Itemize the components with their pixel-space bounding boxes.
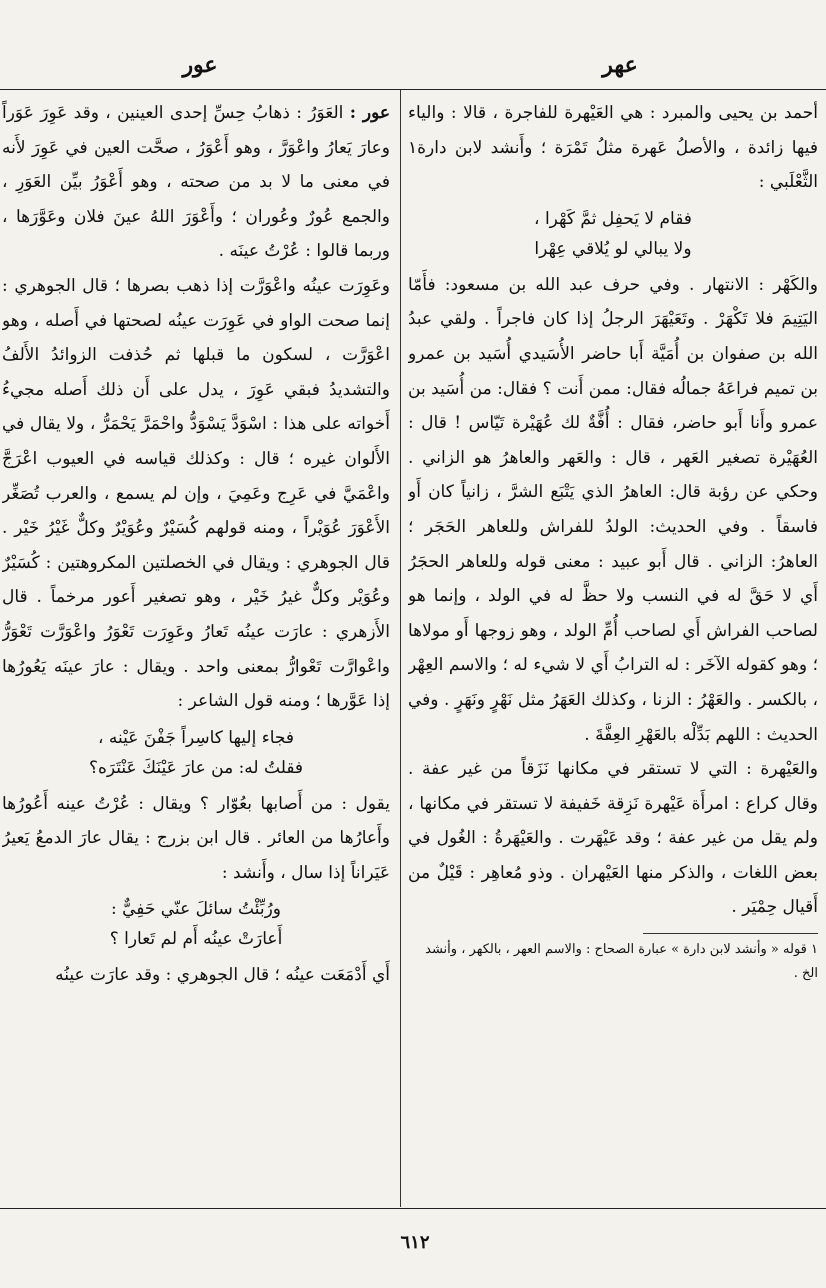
verse-block: [2, 723, 390, 783]
entry-text: والعَيْهرة : التي لا تستقر في مكانها نَزَقاً من غير عفة . وقال كراع : امرأَة عَيْهرة نَزِقة خَفيفة لا تستقر في مكانها ، ولم يقل من غير عفة ؛ وقد عَيْهَرت . والعَيْهَرةُ : الغُول في بعض اللغات ، والذكر منها العَيْهران . وذو مُعاهِر : قَيْلٌ من أَقيال حِمْيَر .: [408, 759, 818, 918]
footer-rule: [0, 1208, 826, 1209]
verse-block: [408, 204, 818, 264]
entry-text: أَي أَدْمَعَت عينُه ؛ قال الجوهري : وقد عارَت عينُه: [55, 965, 390, 986]
verse-line: فقام لا يَحفِل ثمَّ كَهْرا ،: [534, 208, 692, 229]
verse-line: فجاء إليها كاسِراً جَفْنَ عَيْنه ،: [97, 727, 294, 748]
running-header-right: عهر: [602, 52, 638, 78]
verse-line: ورُبِّئْتُ سائلَ عنّي حَفِيٌّ :: [110, 899, 282, 920]
right-column: [408, 96, 818, 1204]
page-number: ٦١٢: [400, 1232, 430, 1253]
entry-text-body: العَوَرُ : ذهابُ حِسِّ إحدى العينين ، وقد عَوِرَ عَوَراً وعارَ يَعارُ واعْوَرَّ ، وهو أَعْوَرُ ، صحَّت العين في عَوِرَ لأَنه في معنى ما لا بد من صحته ، وهو أَعْوَرُ بيِّن العَوَرِ ، والجمع عُورٌ وعُوران ؛ وأَعْوَرَ اللهُ عينَ فلان وعَوَّرَها ، وربما قالوا : عُرْتُ عينَه .: [2, 103, 390, 262]
verse-line: ولا يبالي لو يُلاقي عِهْرا: [534, 238, 692, 259]
left-column: [2, 96, 390, 1204]
verse-block: [2, 894, 390, 954]
column-divider: [400, 90, 401, 1207]
entry-text: والكَهْر : الانتهار . وفي حرف عبد الله بن مسعود: فأَمّا اليَتِيمَ فلا تَكْهَرْ . وتَعَيْهَرَ الرجلُ إذا كان فاجراً . ولقي عبدُ الله بن صفوان بن أُمَيَّة أَبا حاضر الأُسَيدي أُسَيد بن عمرو بن تميم فراعَهُ جمالُه فقال: ممن أَنت ؟ فقال: من أُسَيد بن عمرو وأَنا أَبو حاضر، فقال : أُفَّةٌ لك عُهَيْرة تَيّاس ! قال : العُهَيْرة تصغير العَهر ، قال : والعَهر والعاهرُ هو الزاني . وحكي عن رؤبة قال: العاهرُ الذي يَتْبَع الشرَّ ، زانياً كان أَو فاسقاً . وفي الحديث: الولدُ للفراش وللعاهر الحَجَر ؛ العاهرُ: الزاني . قال أَبو عبيد : معنى قوله وللعاهر الحجَرُ أَي لا حَقَّ له في النسب ولا حظَّ له في الولد ، وإنما هو لصاحب الفراش أَي لصاحب أُمِّ الولد ، وهو زوجها أَو مولاها ؛ وهو كقوله الآخَر : له الترابُ أَي لا شيء له ؛ والاسم العِهْر ، بالكسر . والعَهْرُ : الزنا ، وكذلك العَهَرُ مثل نَهْرٍ ونَهَرٍ . وفي الحديث : اللهم بَدِّلْه بالعَهْرِ العِفَّةَ .: [408, 274, 818, 745]
verse-line: فقلتُ له: من عارَ عَيْنَكَ عَنْتَرَه؟: [88, 757, 304, 778]
entry-text: أحمد بن يحيى والمبرد : هي العَيْهرة للفاجرة ، قالا : والياء فيها زائدة ، والأصلُ عَهرة مثلُ تَمْرَة ؛ وأَنشد لابن دارة١ الثَّعْلَبي :: [408, 103, 818, 193]
entry-text: يقول : من أَصابها بعُوّار ؟ ويقال : عُرْتُ عينه أَعُورُها وأَعارُها من العائر . قال ابن بزرج : يقال عارَ الدمعُ يَعيرُ عَيَراناً إذا سال ، وأَنشد :: [2, 793, 390, 883]
entry-text: وعَوِرَت عينُه واعْوَرَّت إذا ذهب بصرها ؛ قال الجوهري : إنما صحت الواو في عَوِرَت عينُه لصحتها في أَصله ، وهو اعْوَرَّت ، لسكون ما قبلها ثم حُذفت الزوائدُ الأَلفُ والتشديدُ فبقي عَوِرَ ، يدل على أَن ذلك أَصله مجيءُ أَخواته على هذا : اسْوَدَّ يَسْوَدُّ واحْمَرَّ يَحْمَرُّ ، ولا يقال في الأَلوان غيره ؛ قال : وكذلك قياسه في العيوب اعْرَجَّ واعْمَيَّ في عَرِج وعَمِيَ ، وإن لم يسمع ، والعرب تُصَغِّر الأَعْوَرَ عُوَيْراً ، ومنه قولهم كُسَيْرٌ وعُوَيْرٌ وكلٌّ غَيْرُ خَيْر . قال الجوهري : ويقال في الخصلتين المكروهتين : كُسَيْرٌ وعُوَيْر وكلٌّ غيرُ خَيْر ، وهو تصغير أَعور مرخماً . قال الأَزهري : عارَت عينُه تَعارُ وعَوِرَت تَعْوَرُ واعْوَرَّت تَعْوَرُّ واعْوارَّت تَعْوارُّ بمعنى واحد . ويقال : عارَ عينَه يَعُورُها إذا عَوَّرها ؛ ومنه قول الشاعر :: [2, 275, 390, 712]
running-header-left: عور: [182, 52, 218, 78]
footnote-rule: [643, 933, 818, 934]
entry-headword: عور :: [349, 103, 390, 123]
entry-text: [2, 96, 390, 269]
footnote: ١ قوله « وأنشد لابن دارة » عبارة الصحاح : والاسم العهر ، بالكهر ، وأنشد الخ .: [425, 942, 818, 982]
header-rule: [0, 89, 826, 90]
verse-line: أَعارَتْ عينُه أَم لم تَعارا ؟: [109, 929, 283, 950]
